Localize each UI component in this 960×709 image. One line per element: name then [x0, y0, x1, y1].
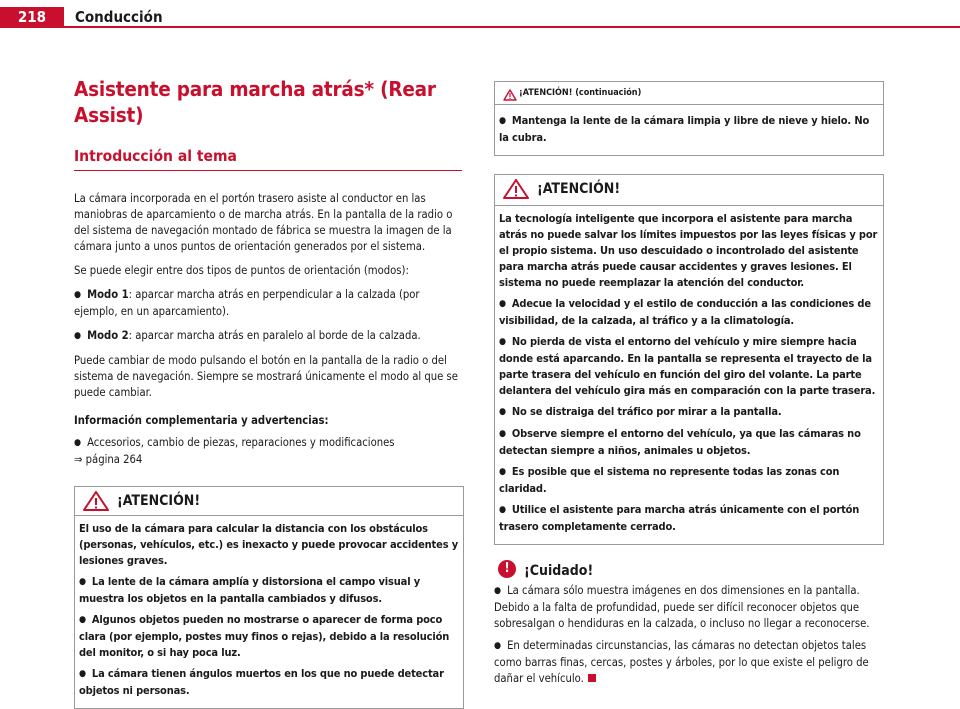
- warning-header: [75, 487, 463, 516]
- caution-item: ● La cámara sólo muestra imágenes en dos dimensiones en la pantalla. Debido a la falta de profundidad, puede ser difícil reconocer objetos que sobresalgan o hendiduras en la calzada, o incluso no llegar a reconocerse.: [494, 583, 884, 632]
- right-column: [494, 81, 884, 693]
- section-subtitle: Introducción al tema: [74, 147, 237, 165]
- caution-item-text: En determinadas circunstancias, las cámaras no detectan objetos tales como barras finas, cercas, postes y árboles, por lo que existe el peligro de dañar el vehículo.: [494, 639, 869, 685]
- mode2-label: Modo 2: [87, 329, 129, 342]
- subtitle-rule: [74, 170, 462, 171]
- warning-triangle-icon: [503, 179, 529, 203]
- warning-box-right: [494, 174, 884, 545]
- caution-body: [494, 583, 884, 687]
- header-rule: [64, 26, 960, 28]
- info-item: ● Accesorios, cambio de piezas, reparaciones y modificaciones: [74, 435, 464, 452]
- mode2-item: [74, 328, 464, 345]
- warning-item: ● La cámara tienen ángulos muertos en los que no puede detectar objetos ni personas.: [79, 666, 459, 699]
- end-square-icon: [588, 674, 596, 682]
- warning-body: [495, 206, 883, 544]
- warning-item: ● No se distraiga del tráfico por mirar a la pantalla.: [499, 404, 879, 421]
- page-number: 218: [0, 7, 64, 28]
- exclamation-circle-icon: !: [498, 560, 516, 578]
- info-reference[interactable]: [74, 452, 464, 468]
- warning-item: ● Mantenga la lente de la cámara limpia y libre de nieve y hielo. No la cubra.: [499, 113, 879, 146]
- warning-title: ¡ATENCIÓN!: [117, 493, 201, 509]
- warning-continued-body: [495, 105, 883, 155]
- warning-header: [495, 175, 883, 206]
- warning-continued-header: [495, 82, 883, 105]
- warning-item: ● Es posible que el sistema no represente todas las zonas con claridad.: [499, 464, 879, 497]
- mode1-item: [74, 287, 464, 320]
- reference-page-link[interactable]: página 264: [85, 453, 143, 466]
- info-heading: Información complementaria y advertencias:: [74, 414, 329, 427]
- mode2-text: : aparcar marcha atrás en paralelo al borde de la calzada.: [128, 329, 421, 342]
- intro-paragraph: La cámara incorporada en el portón trasero asiste al conductor en las maniobras de aparcamiento o de marcha atrás. En la pantalla de la radio o del sistema de navegación montado de fábrica se muestra la imagen de la cámara junto a unos puntos de orientación generados por el sistema.: [74, 192, 453, 253]
- change-mode-paragraph: Puede cambiar de modo pulsando el botón en la pantalla de la radio o del sistema de navegación. Siempre se mostrará únicamente el modo al que se puede cambiar.: [74, 354, 458, 399]
- warning-triangle-icon: [503, 86, 517, 105]
- warning-item: ● Adecue la velocidad y el estilo de conducción a las condiciones de visibilidad, de la calzada, al tráfico y a la climatología.: [499, 296, 879, 329]
- modes-intro: Se puede elegir entre dos tipos de puntos de orientación (modos):: [74, 264, 409, 277]
- mode1-text: : aparcar marcha atrás en perpendicular a la calzada (por ejemplo, en un aparcamiento).: [74, 288, 420, 318]
- warning-item: ● Utilice el asistente para marcha atrás únicamente con el portón trasero completamente cerrado.: [499, 502, 879, 535]
- warning-intro: La tecnología inteligente que incorpora el asistente para marcha atrás no puede salvar los límites impuestos por las leyes físicas y por el propio sistema. Un uso descuidado o incontrolado del asistente para marcha atrás puede causar accidentes y graves lesiones. El sistema no puede reemplazar la atención del conductor.: [499, 212, 878, 289]
- left-column: [74, 76, 464, 709]
- warning-box-left: [74, 486, 464, 709]
- warning-body: [75, 516, 463, 708]
- caution-header: [494, 557, 884, 583]
- caution-title: ¡Cuidado!: [524, 563, 594, 579]
- warning-title: ¡ATENCIÓN!: [537, 181, 621, 197]
- warning-item: ● Algunos objetos pueden no mostrarse o aparecer de forma poco clara (por ejemplo, postes muy finos o rejas), debido a la resolución del monitor, o si hay poca luz.: [79, 612, 459, 661]
- warning-continued-title: ¡ATENCIÓN! (continuación): [519, 88, 642, 98]
- mode1-label: Modo 1: [87, 288, 129, 301]
- caution-item: [494, 638, 884, 687]
- header-title: Conducción: [75, 8, 163, 26]
- warning-continued-box: [494, 81, 884, 156]
- warning-intro: El uso de la cámara para calcular la distancia con los obstáculos (personas, vehículos, etc.) es inexacto y puede provocar accidentes y lesiones graves.: [79, 522, 459, 567]
- warning-item: ● Observe siempre el entorno del vehículo, ya que las cámaras no detectan siempre a niños, animales u objetos.: [499, 426, 879, 459]
- warning-item: ● No pierda de vista el entorno del vehículo y mire siempre hacia donde está aparcando. En la pantalla se representa el trayecto de la parte trasera del vehículo en función del giro del volante. La parte delantera del vehículo gira más en comparación con la parte trasera.: [499, 334, 879, 399]
- warning-item: ● La lente de la cámara amplía y distorsiona el campo visual y muestra los objetos en la pantalla cambiados y difusos.: [79, 574, 459, 607]
- intro-body: [74, 191, 464, 468]
- reference-arrow-icon: ⇒: [74, 453, 83, 466]
- warning-triangle-icon: [83, 491, 109, 515]
- page-header: [0, 0, 960, 28]
- section-title: Asistente para marcha atrás* (Rear Assist): [74, 77, 436, 127]
